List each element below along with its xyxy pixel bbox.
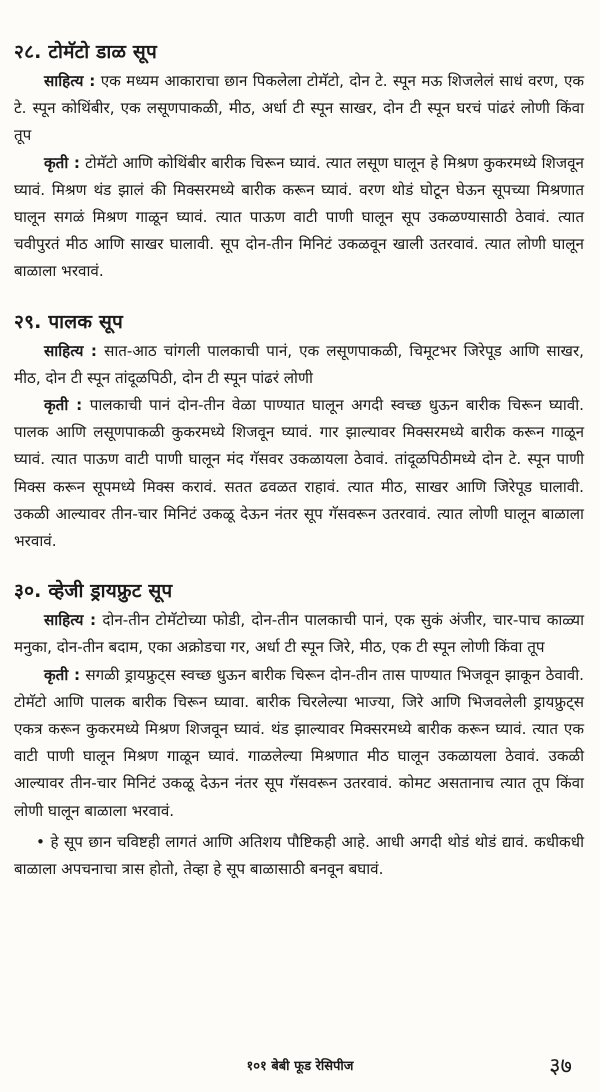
method-paragraph (14, 662, 584, 825)
page-number: ३७ (549, 1054, 572, 1079)
tip-text: हे सूप छान चविष्टही लागतं आणि अतिशय पौष्टिकही आहे. आधी अगदी थोडं थोडं द्यावं. कधीकधी बाळाला अपचनाचा त्रास होतो, तेव्हा हे सूप बाळासाठी बनवून बघावं. (14, 832, 584, 879)
ingredients-label: साहित्य : (44, 611, 97, 630)
ingredients-text: दोन-तीन टोमॅटोच्या फोडी, दोन-तीन पालकाची पानं, एक सुकं अंजीर, चार-पाच काळ्या मनुका, दोन-तीन बदाम, एका अक्रोडचा गर, अर्धा टी स्पून जिरे, मीठ, एक टी स्पून लोणी किंवा तूप (14, 611, 585, 657)
method-label: कृती : (44, 153, 80, 172)
method-label: कृती : (44, 396, 83, 415)
ingredients-text: एक मध्यम आकाराचा छान पिकलेला टोमॅटो, दोन टे. स्पून मऊ शिजलेलं साधं वरण, एक टे. स्पून कोथिंबीर, एक लसूणपाकळी, मीठ, अर्धा टी स्पून साखर, दोन टी स्पून घरचं पांढरं लोणी किंवा तूप (14, 72, 585, 145)
method-text: पालकाची पानं दोन-तीन वेळा पाण्यात घालून अगदी स्वच्छ धुऊन बारीक चिरून घ्यावी. पालक आणि लसूणपाकळी कुकरमध्ये शिजवून घ्यावं. गार झाल्यावर मिक्सरमध्ये बारीक करून गाळून घ्यावं. त्यात पाऊण वाटी पाणी घालून मंद गॅसवर उकळायला ठेवावं. तांदूळपिठीमध्ये दोन टे. स्पून पाणी मिक्स करून सूपमध्ये मिक्स करावं. सतत ढवळत राहावं. त्यात मीठ, साखर आणि जिरेपूड घालावी. उकळी आल्यावर तीन-चार मिनिटं उकळू देऊन नंतर सूप गॅसवरून उतरवावं. त्यात लोणी घालून बाळाला भरवावं. (14, 396, 584, 551)
recipe-title: २९. पालक सूप (14, 310, 124, 333)
recipe-tomato-dal-soup (14, 38, 584, 286)
recipe-title: २८. टोमॅटो डाळ सूप (14, 41, 157, 63)
recipe-palak-soup (14, 308, 584, 556)
tip-note (14, 829, 584, 883)
ingredients-paragraph (14, 607, 584, 661)
ingredients-text: सात-आठ चांगली पालकाची पानं, एक लसूणपाकळी, चिमूटभर जिरेपूड आणि साखर, मीठ, दोन टी स्पून तांदूळपिठी, दोन टी स्पून पांढरं लोणी (14, 341, 584, 387)
bullet-icon: • (36, 832, 45, 851)
method-text: टोमॅटो आणि कोथिंबीर बारीक चिरून घ्यावं. त्यात लसूण घालून हे मिश्रण कुकरमध्ये शिजवून घ्यावं. मिश्रण थंड झालं की मिक्सरमध्ये बारीक करून घ्यावं. वरण थोडं घोटून घेऊन सूपच्या मिश्रणात घालून सगळं मिश्रण गाळून घ्यावं. त्यात पाऊण वाटी पाणी घालून सूप उकळण्यासाठी ठेवावं. त्यात चवीपुरतं मीठ आणि साखर घालावी. सूप दोन-तीन मिनिटं उकळवून खाली उतरवावं. त्यात लोणी घालून बाळाला भरवावं. (14, 153, 584, 281)
method-paragraph (14, 392, 584, 555)
recipe-title: ३०. व्हेजी ड्रायफ्रुट सूप (14, 580, 173, 603)
ingredients-label: साहित्य : (44, 72, 96, 90)
recipe-veggie-dryfruit-soup (14, 577, 584, 883)
ingredients-paragraph (14, 68, 584, 150)
ingredients-label: साहित्य : (44, 341, 97, 360)
book-title: १०१ बेबी फूड रेसिपीज (246, 1059, 354, 1074)
method-label: कृती : (44, 665, 81, 684)
method-text: सगळी ड्रायफ्रुट्स स्वच्छ धुऊन बारीक चिरून दोन-तीन तास पाण्यात भिजवून झाकून ठेवावी. टोमॅटो आणि पालक बारीक चिरून घ्यावा. बारीक चिरलेल्या भाज्या, जिरे आणि भिजवलेली ड्रायफ्रुट्स एकत्र करून कुकरमध्ये मिश्रण शिजवून घ्यावं. थंड झाल्यावर मिक्सरमध्ये बारीक करून घ्यावं. त्यात एक वाटी पाणी घालून मिश्रण गाळून घ्यावं. गाळलेल्या मिश्रणात मीठ घालून उकळायला ठेवावं. उकळी आल्यावर तीन-चार मिनिटं उकळू देऊन नंतर सूप गॅसवरून उतरवावं. कोमट असतानाच त्यात तूप किंवा लोणी घालून बाळाला भरवावं. (14, 665, 585, 820)
method-paragraph (14, 150, 584, 286)
page-footer (0, 1050, 600, 1082)
ingredients-paragraph (14, 338, 584, 392)
